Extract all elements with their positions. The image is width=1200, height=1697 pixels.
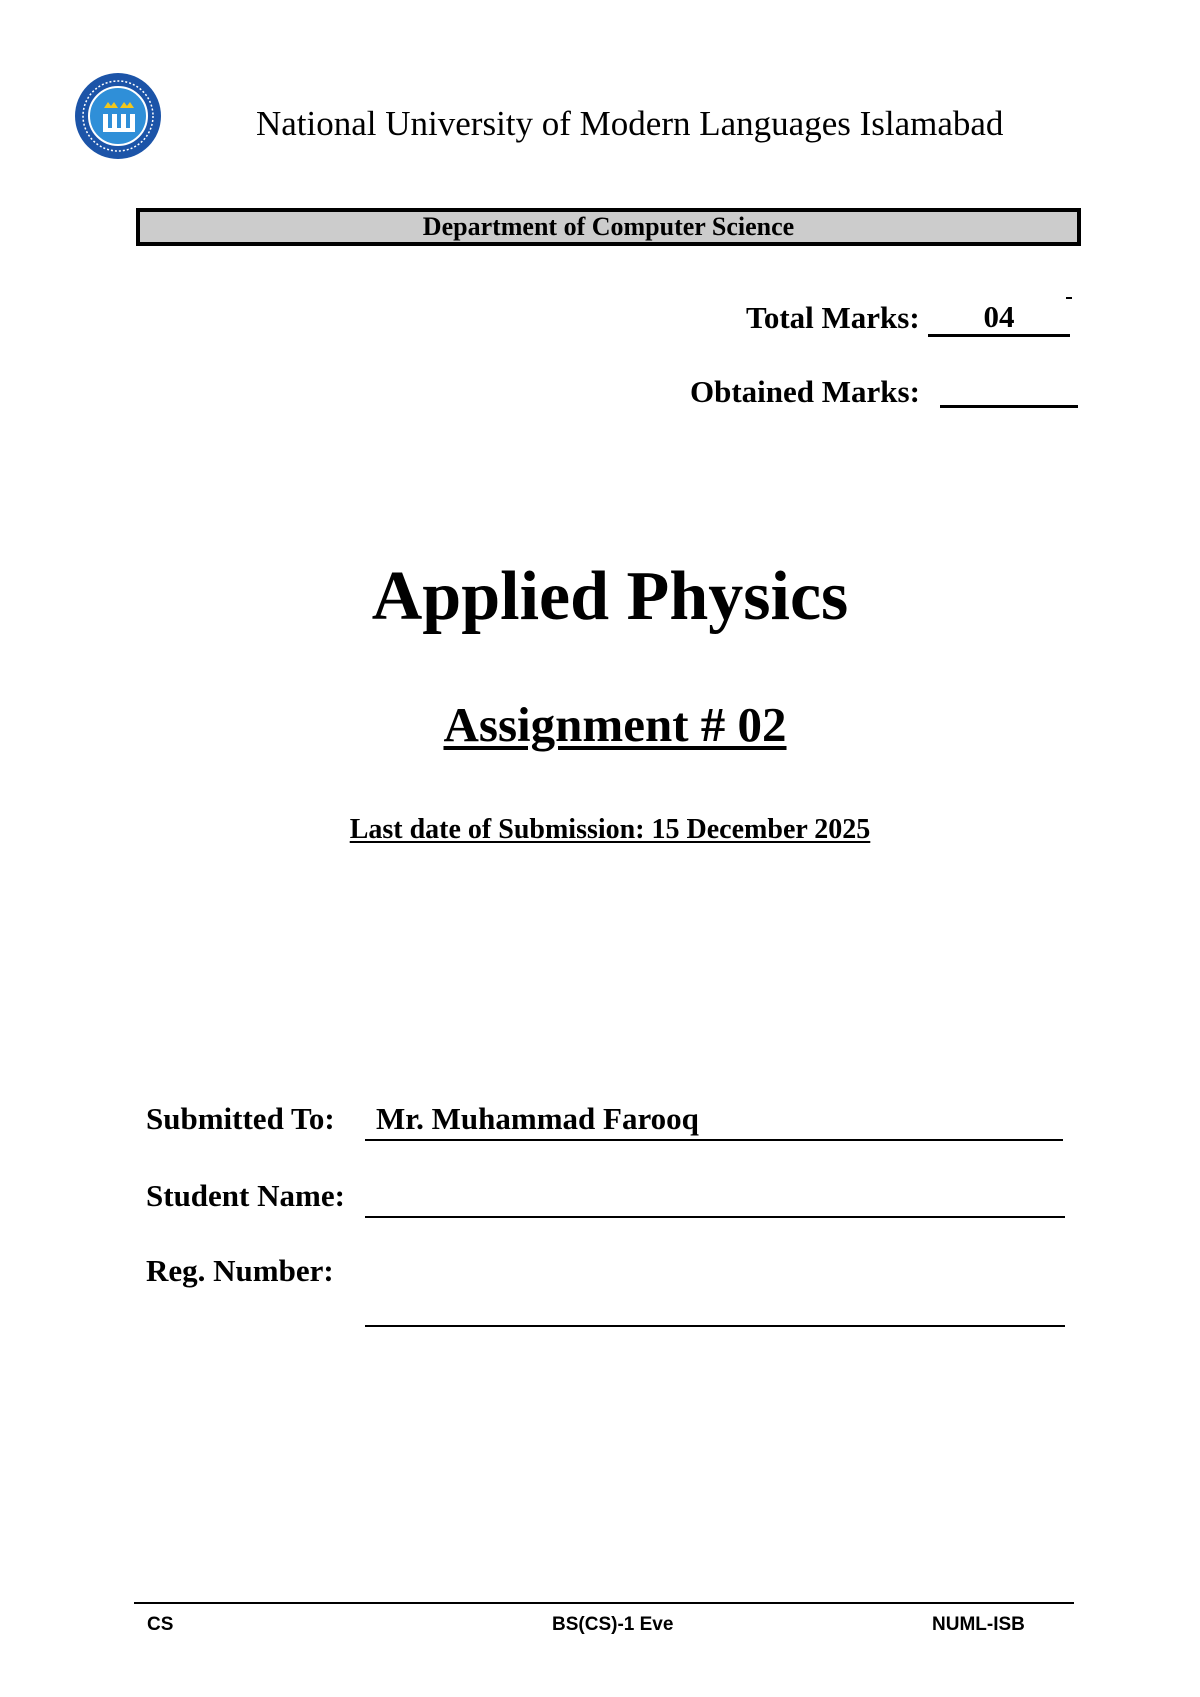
total-marks-value: 04 xyxy=(928,300,1070,337)
footer-center: BS(CS)-1 Eve xyxy=(552,1614,674,1635)
course-title: Applied Physics xyxy=(371,558,849,635)
footer-divider xyxy=(134,1602,1074,1604)
assignment-number-text: Assignment # 02 xyxy=(443,697,787,752)
reg-number-label: Reg. Number: xyxy=(146,1253,334,1288)
university-name: National University of Modern Languages Islamabad xyxy=(256,104,1004,143)
obtained-marks-blank xyxy=(940,405,1078,408)
assignment-number xyxy=(0,697,1200,753)
submission-deadline-text: Last date of Submission: 15 December 2025 xyxy=(349,814,871,845)
reg-number-line xyxy=(365,1325,1065,1327)
department-banner: Department of Computer Science xyxy=(136,208,1081,246)
submission-deadline xyxy=(0,814,1200,846)
student-name-label: Student Name: xyxy=(146,1178,345,1213)
stray-dash-mark xyxy=(1066,297,1072,299)
total-marks-label: Total Marks: xyxy=(746,300,920,335)
submitted-to-label: Submitted To: xyxy=(146,1101,335,1136)
footer-right: NUML-ISB xyxy=(932,1614,1025,1635)
university-seal-icon xyxy=(74,72,162,160)
obtained-marks-label: Obtained Marks: xyxy=(690,374,920,409)
submitted-to-line xyxy=(365,1139,1063,1141)
student-name-line xyxy=(365,1216,1065,1218)
footer-left: CS xyxy=(147,1614,174,1635)
submitted-to-value: Mr. Muhammad Farooq xyxy=(376,1101,699,1136)
